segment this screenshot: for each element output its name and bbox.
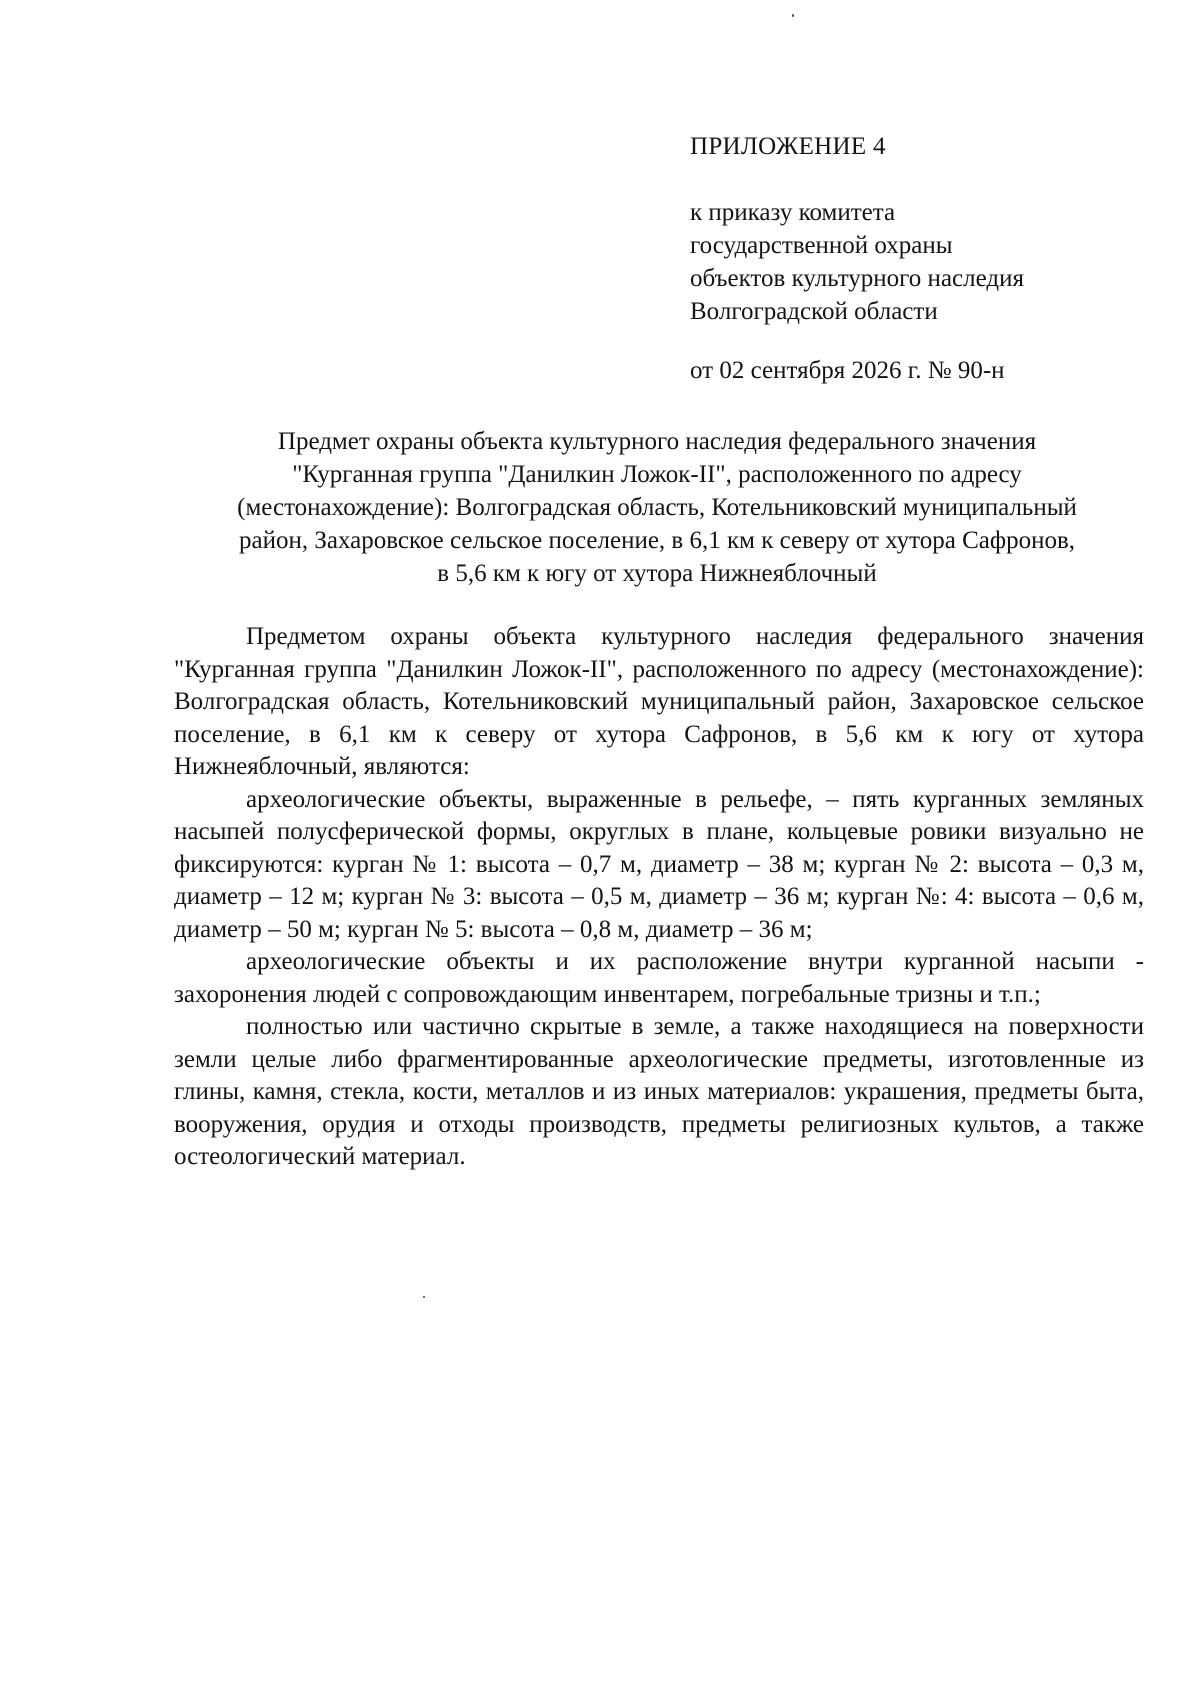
title-line: в 5,6 км к югу от хутора Нижнеяблочный	[437, 560, 877, 587]
order-reference	[690, 196, 1170, 328]
document-body	[174, 621, 1144, 1174]
body-paragraph-artifacts: полностью или частично скрытые в земле, а также находящиеся на поверхности земли целые либо фрагментированные археологические предметы, изготовленные из глины, камня, стекла, кости, металлов и из иных материалов: украшения, предметы быта, вооружения, орудия и отходы производств, предметы религиозных культов, а также остеологический материал.	[174, 1013, 1144, 1170]
document-title	[172, 425, 1142, 590]
title-line: "Курганная группа "Данилкин Ложок-II", расположенного по адресу	[292, 461, 1022, 488]
appendix-title: ПРИЛОЖЕНИЕ 4	[690, 133, 886, 160]
order-reference-line: к приказу комитета	[690, 199, 896, 226]
body-paragraph-burial-objects: археологические объекты и их расположение внутри курганной насыпи - захоронения людей с сопровождающим инвентарем, погребальные тризны и т.п.;	[174, 948, 1144, 1008]
order-reference-line: государственной охраны	[690, 232, 953, 259]
scan-speck	[792, 14, 794, 17]
order-reference-line: Волгоградской области	[690, 298, 938, 325]
title-line: Предмет охраны объекта культурного наследия федерального значения	[277, 428, 1037, 455]
title-line: район, Захаровское сельское поселение, в 6,1 км к северу от хутора Сафронов,	[238, 527, 1076, 554]
scan-speck	[423, 1296, 425, 1298]
order-reference-line: объектов культурного наследия	[690, 265, 1024, 292]
title-line: (местонахождение): Волгоградская область, Котельниковский муниципальный	[237, 494, 1077, 521]
appendix-header	[690, 130, 1170, 387]
order-date: от 02 сентября 2026 г. № 90-н	[690, 357, 1005, 384]
body-paragraph-intro: Предметом охраны объекта культурного наследия федерального значения "Курганная группа "Данилкин Ложок-II", расположенного по адресу (местонахождение): Волгоградская область, Котельниковский муниципальный район, Захаровское сельское поселение, в 6,1 км к северу от хутора Сафронов, в 5,6 км к югу от хутора Нижнеяблочный, являются:	[174, 623, 1144, 780]
body-paragraph-relief-objects: археологические объекты, выраженные в рельефе, – пять курганных земляных насыпей полусферической формы, округлых в плане, кольцевые ровики визуально не фиксируются: курган № 1: высота – 0,7 м, диаметр – 38 м; курган № 2: высота – 0,3 м, диаметр – 12 м; курган № 3: высота – 0,5 м, диаметр – 36 м; курган №: 4: высота – 0,6 м, диаметр – 50 м; курган № 5: высота – 0,8 м, диаметр – 36 м;	[174, 785, 1144, 943]
